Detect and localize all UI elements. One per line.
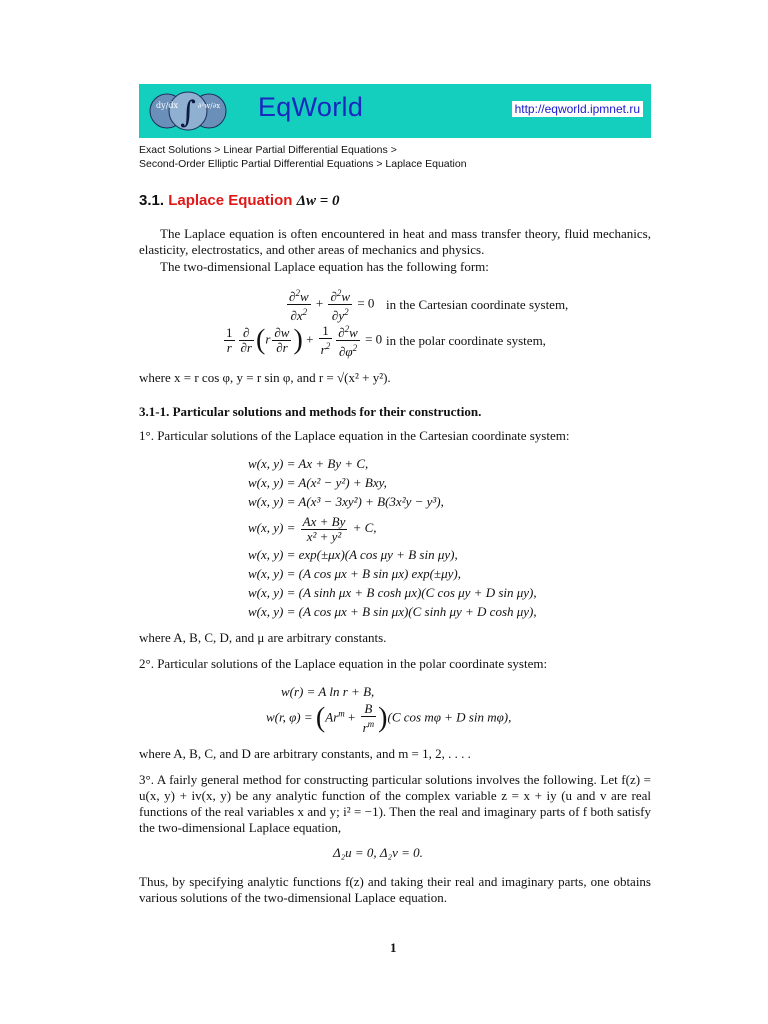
solution-4-lhs: w(x, y) = — [248, 520, 296, 535]
section-number: 3.1. — [139, 192, 165, 209]
logo-right-text: ∂²w/∂x — [197, 102, 221, 110]
brand-name: EqWorld — [258, 92, 364, 122]
breadcrumb-elliptic-pdes[interactable]: Second-Order Elliptic Partial Differential Equations — [139, 158, 374, 170]
item2-constants: where A, B, C, and D are arbitrary constants, and m = 1, 2, . . . . — [139, 746, 471, 761]
intro-form-paragraph: The two-dimensional Laplace equation has the following form: — [160, 259, 489, 274]
item3-paragraph: 3°. A fairly general method for constructing particular solutions involves the following. Let f(z) = u(x, y) + iv(x, y) be any analytic function of the complex variable z = x + iy (u and v are real functions of the real variables x and y; i² = −1). Then the real and imaginary parts of f both satisfy the two-dimensional Laplace equation, — [139, 772, 651, 835]
polar-solution-2-tail: (C cos mφ + D sin mφ), — [387, 709, 512, 725]
solution-3: w(x, y) = A(x³ − 3xy²) + B(3x²y − y³), — [248, 494, 444, 509]
item1-lead: 1°. Particular solutions of the Laplace equation in the Cartesian coordinate system: — [139, 428, 570, 443]
solution-7: w(x, y) = (A sinh μx + B cosh μx)(C cos μy + D sin μy), — [248, 585, 537, 600]
solution-1: w(x, y) = Ax + By + C, — [248, 456, 369, 471]
polar-relation-text: where x = r cos φ, y = r sin φ, and r = √(x² + y²). — [139, 370, 391, 385]
eqworld-banner — [139, 84, 651, 138]
cauchy-riemann-laplace: Δ₂u = 0, Δ₂v = 0. — [333, 845, 423, 860]
solution-8: w(x, y) = (A cos μx + B sin μx)(C sinh μy + D cosh μy), — [248, 604, 537, 619]
cartesian-label: in the Cartesian coordinate system, — [386, 297, 569, 312]
breadcrumb — [139, 143, 467, 171]
item2-lead: 2°. Particular solutions of the Laplace equation in the polar coordinate system: — [139, 656, 548, 671]
site-url-link[interactable]: http://eqworld.ipmnet.ru — [512, 101, 643, 117]
solution-5: w(x, y) = exp(±μx)(A cos μy + B sin μy), — [248, 547, 458, 562]
breadcrumb-sep: > — [390, 144, 397, 156]
polar-solution-1: w(r) = A ln r + B, — [281, 684, 375, 699]
polar-solutions — [281, 682, 374, 701]
polar-solution-2-lhs: w(r, φ) = — [266, 709, 313, 725]
section-title — [139, 192, 340, 210]
integral-glyph: ∫ — [180, 95, 196, 130]
solution-4 — [248, 511, 537, 545]
section-math: Δw = 0 — [296, 193, 340, 209]
breadcrumb-sep: > — [214, 144, 221, 156]
solution-2: w(x, y) = A(x² − y²) + Bxy, — [248, 475, 387, 490]
logo-left-text: dy/dx — [156, 101, 178, 110]
section-name: Laplace Equation — [168, 192, 293, 209]
cartesian-laplace-equation: $\frac{\partial^2w}{\partial x^2}$ + $\frac{\partial^2w}{\partial y^2}$ = 0 — [289, 288, 375, 323]
solution-4-tail: + C, — [352, 520, 377, 535]
cartesian-solutions — [248, 454, 537, 621]
breadcrumb-sep: > — [376, 158, 383, 170]
polar-solution-2: w(r, φ) = (Ar$^m$ + $\frac{B}{r^m}$ )(C cos mφ + D sin mφ), — [266, 701, 512, 735]
eqworld-logo-icon — [147, 88, 229, 134]
solution-4-num: Ax + By — [302, 513, 346, 529]
polar-laplace-equation: $\frac{1}{r}$ $\frac{\partial}{\partial r}$ (r $\frac{\partial w}{\partial r}$ ) + $\frac{1}{r^2}$ $\frac{\partial^2w}{\partial\varphi^2}$ = 0 — [226, 323, 383, 359]
breadcrumb-exact-solutions[interactable]: Exact Solutions — [139, 144, 212, 156]
item1-constants: where A, B, C, D, and μ are arbitrary constants. — [139, 630, 387, 645]
polar-label: in the polar coordinate system, — [386, 333, 546, 348]
breadcrumb-laplace[interactable]: Laplace Equation — [385, 158, 467, 170]
solution-6: w(x, y) = (A cos μx + B sin μx) exp(±μy), — [248, 566, 461, 581]
intro-paragraph: The Laplace equation is often encountered in heat and mass transfer theory, fluid mechanics, elasticity, electrostatics, and other areas of mechanics and physics. — [139, 226, 651, 257]
item3-conclusion: Thus, by specifying analytic functions f(z) and taking their real and imaginary parts, one obtains various solutions of the two-dimensional Laplace equation. — [139, 874, 651, 905]
breadcrumb-linear-pdes[interactable]: Linear Partial Differential Equations — [223, 144, 388, 156]
page-number: 1 — [390, 940, 397, 955]
solution-4-den: x² + y² — [306, 528, 342, 544]
subsection-heading: 3.1-1. Particular solutions and methods for their construction. — [139, 404, 482, 419]
